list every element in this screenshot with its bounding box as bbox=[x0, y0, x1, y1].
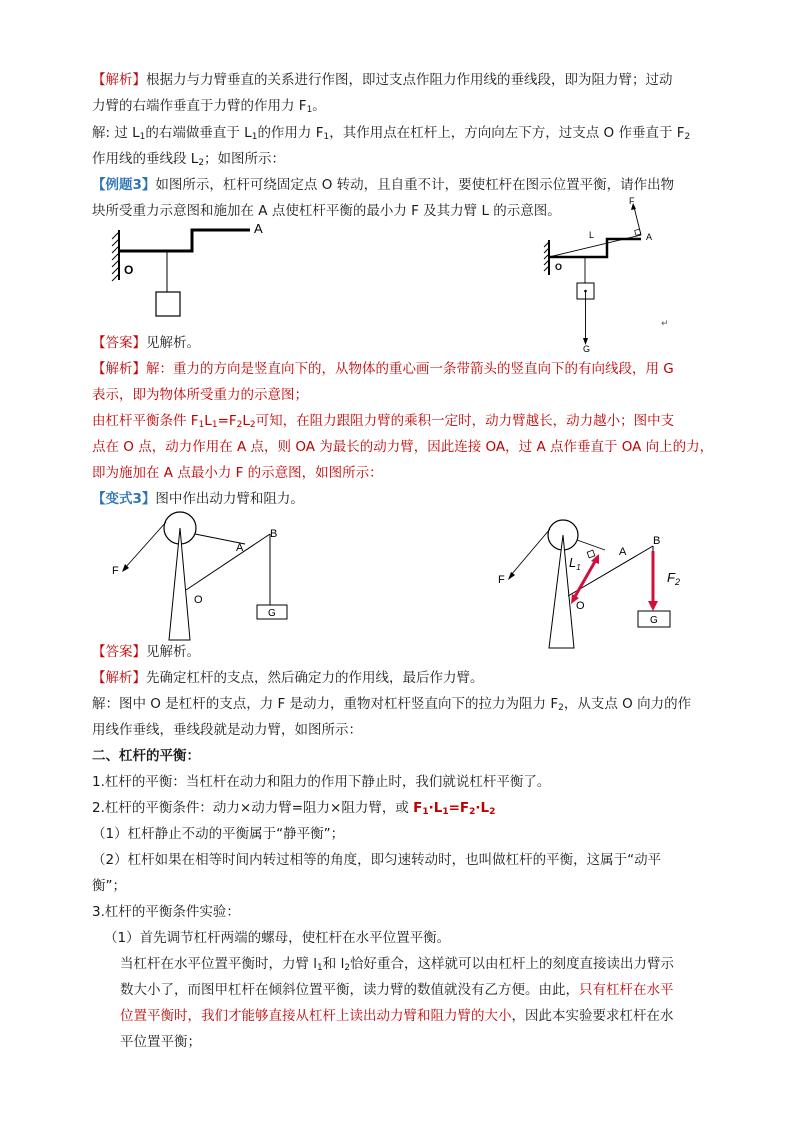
subscript: 2 bbox=[684, 132, 691, 142]
text: 即为施加在 A 点最小力 F 的示意图，如图所示： bbox=[92, 465, 383, 481]
formula-part: ·L bbox=[428, 800, 443, 816]
text: 2.杠杆的平衡条件：动力×动力臂=阻力×阻力臂，或 bbox=[92, 800, 414, 816]
label-o: O bbox=[194, 594, 203, 606]
text: 作用线的垂线段 L bbox=[92, 151, 199, 167]
lever-arm bbox=[186, 534, 270, 590]
text: 当杠杆在水平位置平衡时，力臂 l bbox=[120, 956, 318, 972]
analysis-tag: 【解析】 bbox=[92, 361, 146, 377]
label-g: G bbox=[583, 344, 591, 354]
figure-lever-question bbox=[110, 220, 280, 325]
text: 见解析。 bbox=[146, 644, 200, 660]
figure-pulley-answer bbox=[495, 515, 705, 655]
label-o: O bbox=[555, 262, 563, 272]
text: L bbox=[204, 413, 212, 429]
text: ，因此本实验要求杠杆在水 bbox=[511, 1008, 674, 1024]
analysis-tag: 【解析】 bbox=[92, 670, 146, 686]
subscript: 1 bbox=[251, 132, 258, 142]
sub-item-2-line2: 衡”； bbox=[92, 878, 126, 894]
text: 块所受重力示意图和施加在 A 点使杠杆平衡的最小力 F 及其力臂 L 的示意图。 bbox=[92, 203, 561, 219]
sub-item-1: （1）杠杆静止不动的平衡属于“静平衡”； bbox=[92, 826, 345, 842]
solution-paragraph-1 bbox=[92, 123, 704, 143]
text: 表示，即为物体所受重力的示意图； bbox=[92, 387, 308, 403]
experiment-text-line3 bbox=[120, 1006, 704, 1026]
label-f: F bbox=[498, 574, 505, 586]
wall-hatch bbox=[112, 232, 119, 281]
text: 用线作垂线，垂线段就是动力臂，如图所示： bbox=[92, 722, 362, 738]
variant-tag: 【变式3】 bbox=[92, 491, 156, 507]
solution-paragraph-1-line2 bbox=[92, 149, 704, 169]
subscript: 2 bbox=[344, 963, 351, 973]
label-g: G bbox=[650, 615, 658, 626]
label-l-main: L bbox=[569, 555, 577, 570]
formula-part: F bbox=[413, 800, 423, 816]
force-f2-arrowhead bbox=[648, 601, 658, 611]
text: 见解析。 bbox=[146, 335, 200, 351]
weight-block bbox=[156, 292, 180, 316]
text: 。 bbox=[312, 98, 326, 114]
label-a: A bbox=[236, 542, 244, 554]
text: 和 l bbox=[322, 956, 345, 972]
analysis-paragraph-2-line4 bbox=[92, 437, 714, 457]
experiment-text-line4: 平位置平衡； bbox=[120, 1034, 201, 1050]
section-heading: 二、杠杆的平衡： bbox=[92, 748, 200, 764]
answer-1 bbox=[92, 333, 704, 353]
list-item-3: 3.杠杆的平衡条件实验： bbox=[92, 904, 240, 920]
label-b: B bbox=[270, 528, 278, 540]
rope-arrowhead bbox=[508, 572, 515, 580]
right-angle-mark bbox=[587, 550, 595, 558]
answer-tag: 【答案】 bbox=[92, 644, 146, 660]
label-l bbox=[569, 555, 581, 572]
support-stand bbox=[169, 528, 190, 640]
label-b: B bbox=[653, 535, 661, 547]
label-o: O bbox=[124, 263, 134, 277]
label-f2-sub: 2 bbox=[674, 577, 680, 587]
formula-part: =F bbox=[448, 800, 470, 816]
rope-to-lever bbox=[577, 540, 605, 550]
solution-paragraph-2-line2 bbox=[92, 720, 704, 740]
figure-pulley-question bbox=[110, 508, 320, 643]
analysis-paragraph-3 bbox=[92, 668, 704, 688]
label-g: G bbox=[268, 608, 276, 619]
text: L bbox=[242, 413, 250, 429]
text: 由杠杆平衡条件 F bbox=[92, 413, 199, 429]
label-f2 bbox=[667, 570, 680, 587]
answer-tag: 【答案】 bbox=[92, 335, 146, 351]
text: 解: 过 L bbox=[92, 125, 140, 141]
support-stand bbox=[549, 535, 577, 648]
label-a: A bbox=[254, 221, 263, 236]
rope-to-f bbox=[511, 529, 550, 575]
subscript: 2 bbox=[249, 420, 256, 430]
subscript: 2 bbox=[558, 703, 564, 713]
text: 解：重力的方向是竖直向下的，从物体的重心画一条带箭头的竖直向下的有向线段，用 G bbox=[146, 361, 674, 377]
sub-item-2: （2）杠杆如果在相等时间内转过相等的角度，即匀速转动时，也叫做杠杆的平衡，这属于“动平 bbox=[92, 852, 662, 868]
label-a: A bbox=[646, 232, 653, 242]
subscript: 1 bbox=[211, 420, 218, 430]
experiment-text-line1 bbox=[120, 954, 704, 974]
subscript: 1 bbox=[198, 420, 205, 430]
text: ；如图所示： bbox=[204, 151, 286, 167]
analysis-paragraph-2-line5 bbox=[92, 463, 704, 483]
text: 点在 O 点，动力作用在 A 点，则 OA 为最长的动力臂，因此连接 OA，过 A 点作垂直于 OA 向上的力， bbox=[92, 439, 714, 455]
label-l-sub: 1 bbox=[576, 563, 581, 572]
text: 可知，在阻力跟阻力臂的乘积一定时，动力臂越长，动力越小；图中支 bbox=[255, 413, 675, 429]
text: ，其作用点在杠杆上，方向向左下方，过支点 O 作垂直于 F bbox=[329, 125, 685, 141]
subscript: 2 bbox=[489, 807, 496, 817]
answer-2 bbox=[92, 642, 704, 662]
small-mark: ↵ bbox=[661, 319, 669, 329]
highlight-text: 只有杠杆在水平 bbox=[579, 982, 674, 998]
text: 先确定杠杆的支点，然后确定力的作用线，最后作力臂。 bbox=[146, 670, 484, 686]
subscript: 2 bbox=[198, 158, 205, 168]
analysis-paragraph-2-line3 bbox=[92, 411, 704, 431]
analysis-tag: 【解析】 bbox=[92, 72, 146, 88]
lever-bar bbox=[549, 239, 641, 257]
formula-part: ·L bbox=[475, 800, 490, 816]
subscript: 1 bbox=[323, 132, 330, 142]
analysis-paragraph-1-line2 bbox=[92, 96, 704, 116]
subscript: 1 bbox=[422, 807, 429, 817]
text: 恰好重合，这样就可以由杠杆上的刻度直接读出力臂示 bbox=[350, 956, 675, 972]
text: =F bbox=[217, 413, 237, 429]
analysis-paragraph-2-line2 bbox=[92, 385, 704, 405]
text: ，从支点 O 向力的作 bbox=[563, 696, 692, 712]
rope-to-f bbox=[125, 522, 166, 568]
arm-line-oa bbox=[549, 235, 641, 257]
list-item-2 bbox=[92, 798, 704, 818]
text: 力臂的右端作垂直于力臂的作用力 F bbox=[92, 98, 307, 114]
lever-bar bbox=[119, 230, 250, 251]
experiment-text-line2 bbox=[120, 980, 704, 1000]
highlight-text: 位置平衡时，我们才能够直接从杠杆上读出动力臂和阻力臂的大小 bbox=[120, 1008, 512, 1024]
text: 解：图中 O 是杠杆的支点，力 F 是动力，重物对杠杆竖直向下的拉力为阻力 F bbox=[92, 696, 559, 712]
text: 数大小了，而图甲杠杆在倾斜位置平衡，读力臂的数值就没有乙方便。由此， bbox=[120, 982, 579, 998]
example-3-paragraph bbox=[92, 175, 704, 195]
subscript: 1 bbox=[317, 963, 323, 973]
list-item-1: 1.杠杆的平衡：当杠杆在动力和阻力的作用下静止时，我们就说杠杆平衡了。 bbox=[92, 774, 551, 790]
text: 根据力与力臂垂直的关系进行作图，即过支点作阻力作用线的垂线段，即为阻力臂；过动 bbox=[146, 72, 673, 88]
text: 的作用力 F bbox=[257, 125, 324, 141]
subscript: 2 bbox=[236, 420, 243, 430]
subscript: 1 bbox=[306, 105, 313, 115]
balance-formula bbox=[413, 800, 495, 816]
text: 的右端做垂直于 L bbox=[145, 125, 252, 141]
figure-lever-answer bbox=[543, 195, 673, 355]
label-f2-main: F bbox=[667, 570, 675, 585]
text: 图中作出动力臂和阻力。 bbox=[155, 491, 304, 507]
label-f: F bbox=[629, 196, 635, 206]
subscript: 1 bbox=[442, 807, 449, 817]
analysis-paragraph-1 bbox=[92, 70, 704, 90]
subscript: 2 bbox=[469, 807, 476, 817]
subscript: 1 bbox=[139, 132, 146, 142]
analysis-paragraph-2 bbox=[92, 359, 704, 379]
label-o: O bbox=[576, 600, 585, 612]
text: 如图所示，杠杆可绕固定点 O 转动，且自重不计，要使杠杆在图示位置平衡，请作出物 bbox=[155, 177, 675, 193]
label-l: L bbox=[589, 230, 595, 240]
label-a: A bbox=[619, 546, 627, 558]
experiment-step-1: （1）首先调节杠杆两端的螺母，使杠杆在水平位置平衡。 bbox=[104, 930, 451, 946]
variant-3-paragraph bbox=[92, 489, 704, 509]
label-f: F bbox=[112, 565, 119, 577]
example-tag: 【例题3】 bbox=[92, 177, 156, 193]
solution-paragraph-2 bbox=[92, 694, 704, 714]
